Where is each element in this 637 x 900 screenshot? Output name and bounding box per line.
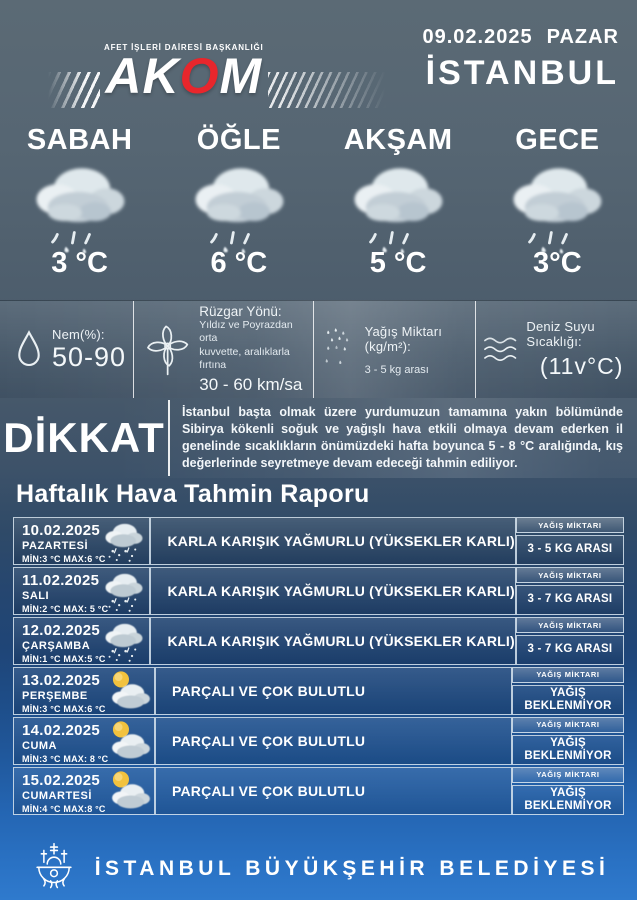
row-day: CUMA [22,740,57,752]
humidity-metric [0,301,133,398]
period-gece [478,124,637,300]
condition-cell: KARLA KARIŞIK YAĞMURLU (YÜKSEKLER KARLI) [150,567,515,615]
day-info-cell [13,767,155,815]
ibb-municipality-logo-icon [28,842,80,896]
row-date: 13.02.2025 [22,672,101,689]
sun-cloud-icon [104,719,154,764]
amount-cell [516,517,624,565]
period-aksam [319,124,478,300]
speed-lines-right-icon [268,72,386,108]
amount-cell [512,767,624,815]
wind-desc-line2: kuvvette, aralıklarla fırtına [199,345,290,371]
row-minmax: MİN:3 °C MAX:6 °C [22,554,106,564]
period-label: AKŞAM [343,124,453,156]
footer [0,838,637,900]
day-info-cell [13,717,155,765]
wind-metric [133,301,313,398]
snow-rain-cloud-icon [99,619,149,664]
report-date: 09.02.2025 PAZAR [422,26,619,48]
amount-cell [516,567,624,615]
row-minmax: MİN:2 °C MAX: 5 °C [22,604,109,614]
row-minmax: MİN:3 °C MAX: 8 °C [22,754,109,764]
wind-speed-value: 30 - 60 km/sa [199,374,303,394]
day-info-cell [13,667,155,715]
period-label: SABAH [26,124,133,156]
waves-icon [482,331,518,369]
rain-cloud-icon [499,155,615,259]
akom-red-o: O [179,48,220,104]
amount-header: YAĞIŞ MİKTARI [512,767,624,783]
agency-name: AFET İŞLERİ DAİRESİ BAŞKANLIĞI [104,43,264,52]
table-row [13,517,624,565]
sea-temp-metric [475,301,637,398]
period-temp: 6 °C [210,247,268,279]
row-day: CUMARTESİ [22,790,92,802]
table-row [13,567,624,615]
row-date: 10.02.2025 [22,522,101,539]
humidity-value: 50-90 [52,341,127,372]
table-row [13,767,624,815]
day-periods [0,124,637,300]
precipitation-label: Yağış Miktarı (kg/m²): [364,323,443,354]
period-ogle [159,124,318,300]
table-row [13,667,624,715]
wind-label: Rüzgar Yönü: [199,304,282,320]
rain-drops-icon [322,321,357,379]
amount-header: YAĞIŞ MİKTARI [512,667,624,683]
metrics-band [0,300,637,398]
day-info-cell [13,617,150,665]
row-date: 15.02.2025 [22,772,101,789]
wind-desc-line1: Yıldız ve Poyrazdan orta [199,319,293,345]
warning-section [0,398,637,478]
weekly-report-title: Haftalık Hava Tahmin Raporu [16,480,370,508]
row-day: SALI [22,590,50,602]
condition-cell: PARÇALI VE ÇOK BULUTLU [155,667,512,715]
row-date: 12.02.2025 [22,622,101,639]
row-minmax: MİN:1 °C MAX:5 °C [22,654,106,664]
rain-cloud-icon [181,155,297,259]
precipitation-value: 3 - 5 kg arası [364,363,429,376]
pinwheel-icon [144,320,191,380]
snow-rain-cloud-icon [99,519,149,564]
snow-rain-cloud-icon [99,569,149,614]
amount-value: 3 - 7 KG ARASI [516,635,624,665]
period-label: ÖĞLE [196,124,281,156]
condition-cell: KARLA KARIŞIK YAĞMURLU (YÜKSEKLER KARLI) [150,617,515,665]
period-temp: 3 °C [51,247,108,279]
header [0,0,637,118]
warning-title: DİKKAT [3,414,165,461]
municipality-name: İSTANBUL BÜYÜKŞEHİR BELEDİYESİ [94,857,610,880]
amount-value: YAĞIŞ BEKLENMİYOR [512,735,624,765]
row-day: ÇARŞAMBA [22,640,91,652]
amount-cell [512,717,624,765]
amount-header: YAĞIŞ MİKTARI [516,517,624,533]
amount-cell [512,667,624,715]
day-info-cell [13,567,150,615]
row-day: PERŞEMBE [22,690,88,702]
period-temp: 3°C [533,247,582,279]
amount-value: YAĞIŞ BEKLENMİYOR [512,785,624,815]
rain-cloud-icon [22,155,138,259]
precipitation-metric [313,301,475,398]
sun-cloud-icon [104,669,154,714]
sea-temp-label: Deniz Suyu Sıcaklığı: [526,319,595,349]
period-label: GECE [515,124,600,156]
header-right [422,26,619,118]
city-title: İSTANBUL [425,54,619,92]
akom-logo [48,24,386,118]
rain-cloud-icon [340,155,456,259]
sun-cloud-icon [104,769,154,814]
row-date: 14.02.2025 [22,722,101,739]
condition-cell: PARÇALI VE ÇOK BULUTLU [155,767,512,815]
weekly-forecast-table [13,517,624,817]
amount-value: 3 - 7 KG ARASI [516,585,624,615]
condition-cell: KARLA KARIŞIK YAĞMURLU (YÜKSEKLER KARLI) [150,517,515,565]
row-date: 11.02.2025 [22,572,100,589]
humidity-label: Nem(%): [52,326,105,342]
sea-temp-value: (11v°C) [539,353,624,379]
amount-cell [516,617,624,665]
water-drop-icon [14,329,44,371]
row-minmax: MİN:3 °C MAX:6 °C [22,704,106,714]
period-temp: 5 °C [369,247,427,279]
amount-header: YAĞIŞ MİKTARI [516,567,624,583]
table-row [13,717,624,765]
warning-text: İstanbul başta olmak üzere yurdumuzun tamamına yakın bölümünde Sibirya kökenli soğuk ve yağışlı hava etkili olmaya devam ederken il genelinde sıcaklıkların önümüzdeki hafta boyunca 5 - 8 °C aralığında, kış değerlerinde seyretmeye devam edeceği tahmin ediliyor. [182,404,623,471]
amount-value: YAĞIŞ BEKLENMİYOR [512,685,624,715]
report-day: PAZAR [546,26,619,48]
amount-header: YAĞIŞ MİKTARI [516,617,624,633]
row-minmax: MİN:4 °C MAX:8 °C [22,804,106,814]
table-row [13,617,624,665]
condition-cell: PARÇALI VE ÇOK BULUTLU [155,717,512,765]
akom-wordmark: AKOM [105,48,263,104]
period-sabah [0,124,159,300]
amount-header: YAĞIŞ MİKTARI [512,717,624,733]
row-day: PAZARTESİ [22,540,89,552]
day-info-cell [13,517,150,565]
speed-lines-left-icon [48,72,100,108]
amount-value: 3 - 5 KG ARASI [516,535,624,565]
